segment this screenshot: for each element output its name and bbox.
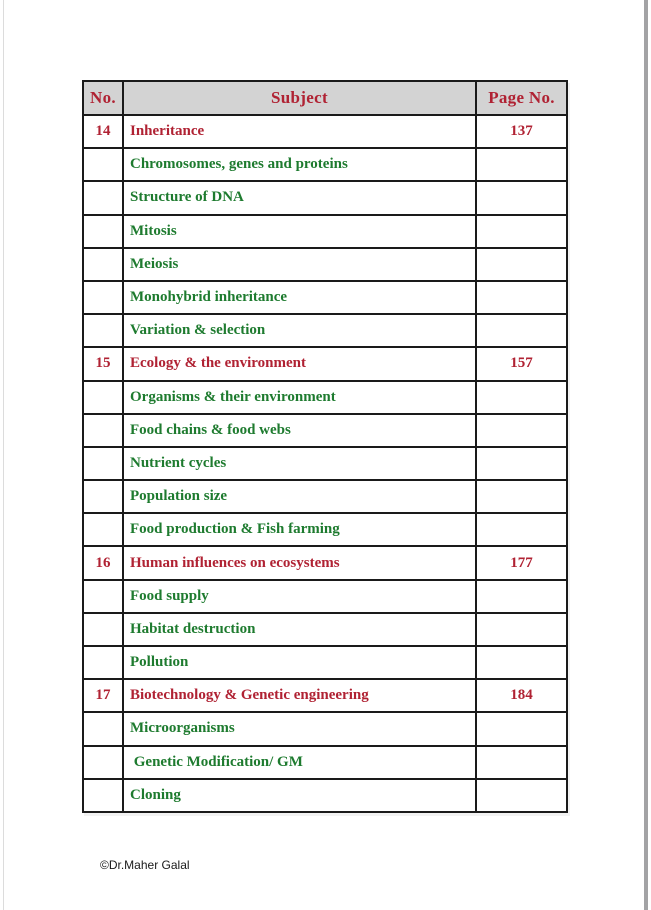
page-cell: 184 [476, 679, 567, 712]
no-cell [83, 746, 123, 779]
no-cell: 14 [83, 115, 123, 148]
table-row [83, 447, 567, 480]
table-row [83, 314, 567, 347]
page-cell [476, 215, 567, 248]
page-cell [476, 314, 567, 347]
footer-credit: ©Dr.Maher Galal [100, 858, 190, 872]
no-cell [83, 447, 123, 480]
page-cell [476, 447, 567, 480]
header-row [83, 81, 567, 115]
table-row [83, 381, 567, 414]
no-cell [83, 480, 123, 513]
table-row [83, 215, 567, 248]
subject-cell: Food production & Fish farming [123, 513, 476, 546]
subject-cell: Organisms & their environment [123, 381, 476, 414]
subject-cell: Inheritance [123, 115, 476, 148]
page-cell: 157 [476, 347, 567, 380]
page-cell [476, 779, 567, 812]
table-row [83, 181, 567, 214]
contents-table [82, 80, 568, 813]
subject-cell: Ecology & the environment [123, 347, 476, 380]
subject-cell: Habitat destruction [123, 613, 476, 646]
page-cell [476, 480, 567, 513]
table-row [83, 746, 567, 779]
no-cell [83, 248, 123, 281]
no-cell [83, 181, 123, 214]
table-row [83, 679, 567, 712]
subject-cell: Mitosis [123, 215, 476, 248]
subject-cell: Food supply [123, 580, 476, 613]
no-cell: 16 [83, 546, 123, 579]
page-right-edge [644, 0, 648, 910]
subject-cell: Pollution [123, 646, 476, 679]
table-row [83, 281, 567, 314]
table-row [83, 248, 567, 281]
page-left-edge [3, 0, 4, 910]
table-row [83, 115, 567, 148]
no-cell [83, 215, 123, 248]
subject-cell: Population size [123, 480, 476, 513]
no-cell [83, 712, 123, 745]
subject-cell: Cloning [123, 779, 476, 812]
no-cell [83, 646, 123, 679]
contents-table-header [83, 81, 567, 115]
no-cell [83, 281, 123, 314]
no-cell: 15 [83, 347, 123, 380]
subject-cell: Microorganisms [123, 712, 476, 745]
page-cell [476, 513, 567, 546]
table-row [83, 580, 567, 613]
subject-cell: Food chains & food webs [123, 414, 476, 447]
header-no: No. [83, 81, 123, 115]
subject-cell: Structure of DNA [123, 181, 476, 214]
subject-cell: Human influences on ecosystems [123, 546, 476, 579]
no-cell [83, 148, 123, 181]
no-cell [83, 414, 123, 447]
no-cell [83, 381, 123, 414]
table-row [83, 414, 567, 447]
no-cell [83, 580, 123, 613]
page-cell [476, 712, 567, 745]
header-page-no: Page No. [476, 81, 567, 115]
page-cell [476, 381, 567, 414]
page-cell [476, 580, 567, 613]
no-cell [83, 513, 123, 546]
subject-cell: Nutrient cycles [123, 447, 476, 480]
table-row [83, 546, 567, 579]
no-cell [83, 613, 123, 646]
page-cell: 177 [476, 546, 567, 579]
table-row [83, 613, 567, 646]
no-cell: 17 [83, 679, 123, 712]
page-cell [476, 746, 567, 779]
page-cell: 137 [476, 115, 567, 148]
subject-cell: Meiosis [123, 248, 476, 281]
table-row [83, 480, 567, 513]
subject-cell: Chromosomes, genes and proteins [123, 148, 476, 181]
subject-cell: Genetic Modification/ GM [123, 746, 476, 779]
table-row [83, 779, 567, 812]
table-row [83, 148, 567, 181]
page-cell [476, 248, 567, 281]
page-cell [476, 414, 567, 447]
subject-cell: Variation & selection [123, 314, 476, 347]
page-cell [476, 181, 567, 214]
subject-cell: Biotechnology & Genetic engineering [123, 679, 476, 712]
table-row [83, 712, 567, 745]
no-cell [83, 779, 123, 812]
page-cell [476, 148, 567, 181]
subject-cell: Monohybrid inheritance [123, 281, 476, 314]
header-subject: Subject [123, 81, 476, 115]
page-cell [476, 613, 567, 646]
page-cell [476, 281, 567, 314]
table-row [83, 347, 567, 380]
page-cell [476, 646, 567, 679]
table-row [83, 513, 567, 546]
table-row [83, 646, 567, 679]
no-cell [83, 314, 123, 347]
contents-table-body [83, 115, 567, 812]
